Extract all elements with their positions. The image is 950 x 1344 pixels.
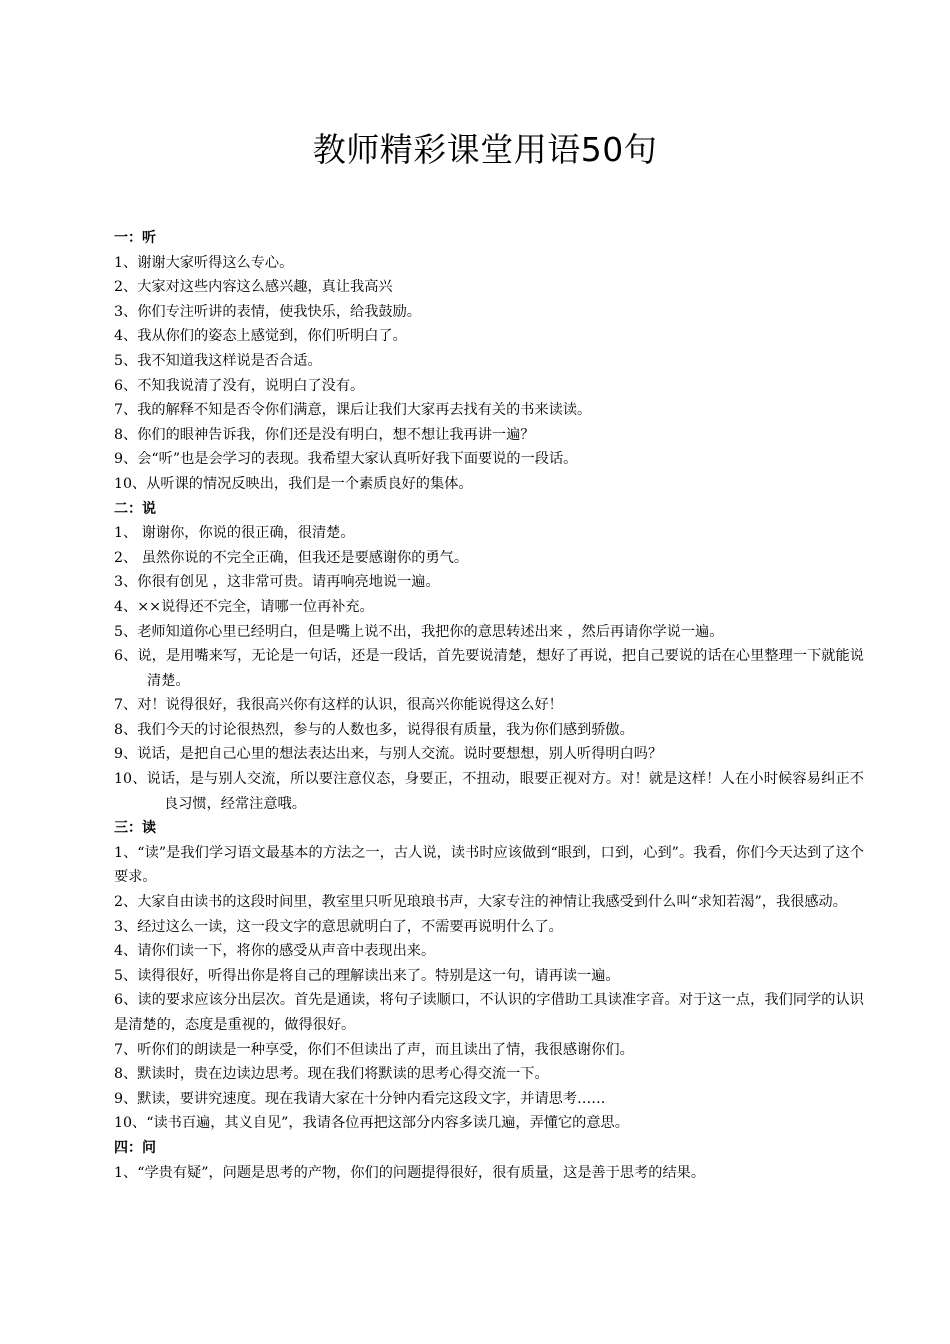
list-item: 8、我们今天的讨论很热烈，参与的人数也多，说得很有质量，我为你们感到骄傲。 [114, 721, 634, 738]
section-heading-ask: 四：问 [114, 1139, 156, 1156]
list-item: 3、经过这么一读，这一段文字的意思就明白了，不需要再说明什么了。 [114, 918, 563, 935]
document-body [114, 226, 864, 1185]
list-item: 8、你们的眼神告诉我，你们还是没有明白，想不想让我再讲一遍？ [114, 426, 535, 443]
section-heading-speak: 二：说 [114, 500, 156, 517]
list-item: 9、会“听”也是会学习的表现。我希望大家认真听好我下面要说的一段话。 [114, 451, 578, 468]
list-item: 10、“读书百遍，其义自见”，我请各位再把这部分内容多读几遍，弄懂它的意思。 [114, 1115, 629, 1132]
list-item: 10、说话，是与别人交流，所以要注意仪态，身要正，不扭动，眼要正视对方。对！就是这样！人在小时候容易纠正不良习惯，经常注意哦。 [114, 771, 864, 812]
list-item: 5、我不知道我这样说是否合适。 [114, 352, 322, 369]
list-item: 7、我的解释不知是否令你们满意，课后让我们大家再去找有关的书来读读。 [114, 402, 592, 419]
document-title: 教师精彩课堂用语50句 [312, 130, 658, 169]
list-item: 1、“读”是我们学习语文最基本的方法之一，古人说，读书时应该做到“眼到，口到，心到”。我看，你们今天达到了这个要求。 [114, 844, 864, 886]
list-item: 5、读得很好，听得出你是将自己的理解读出来了。特别是这一句，请再读一遍。 [114, 967, 620, 984]
list-item: 4、我从你们的姿态上感觉到，你们听明白了。 [114, 328, 407, 345]
list-item: 5、老师知道你心里已经明白，但是嘴上说不出，我把你的意思转述出来 ，然后再请你学说一遍。 [114, 623, 724, 640]
section-heading-listen: 一：听 [114, 230, 156, 246]
list-item: 8、默读时，贵在边读边思考。现在我们将默读的思考心得交流一下。 [114, 1066, 549, 1083]
list-item: 9、说话，是把自己心里的想法表达出来，与别人交流。说时要想想，别人听得明白吗？ [114, 746, 663, 763]
list-item: 4、请你们读一下，将你的感受从声音中表现出来。 [114, 943, 436, 960]
list-item: 9、默读，要讲究速度。现在我请大家在十分钟内看完这段文字，并请思考…… [114, 1090, 606, 1107]
list-item: 6、说，是用嘴来写，无论是一句话，还是一段话，首先要说清楚，想好了再说，把自己要说的话在心里整理一下就能说清楚。 [114, 648, 864, 689]
list-item: 6、读的要求应该分出层次。首先是通读，将句子读顺口，不认识的字借助工具读准字音。对于这一点，我们同学的认识是清楚的，态度是重视的，做得很好。 [114, 992, 864, 1033]
list-item: 10、从听课的情况反映出，我们是一个素质良好的集体。 [114, 475, 473, 492]
list-item: 6、不知我说清了没有，说明白了没有。 [114, 377, 365, 394]
list-item: 1、 谢谢你，你说的很正确，很清楚。 [114, 525, 355, 542]
list-item: 7、对！说得很好，我很高兴你有这样的认识，很高兴你能说得这么好！ [114, 697, 563, 714]
list-item: 3、你们专注听讲的表情，使我快乐，给我鼓励。 [114, 303, 421, 320]
list-item: 3、你很有创见 ，这非常可贵。请再响亮地说一遍。 [114, 574, 440, 591]
list-item: 1、谢谢大家听得这么专心。 [114, 254, 294, 271]
list-item: 7、听你们的朗读是一种享受，你们不但读出了声，而且读出了情，我很感谢你们。 [114, 1041, 634, 1058]
list-item: 1、“学贵有疑”，问题是思考的产物，你们的问题提得很好，很有质量，这是善于思考的结果。 [114, 1164, 706, 1181]
section-heading-read: 三：读 [114, 820, 156, 837]
list-item: 2、大家自由读书的这段时间里，教室里只听见琅琅书声，大家专注的神情让我感受到什么叫“求知若渴”，我很感动。 [114, 894, 847, 911]
list-item: 2、 虽然你说的不完全正确，但我还是要感谢你的勇气。 [114, 549, 469, 566]
list-item: 2、大家对这些内容这么感兴趣，真让我高兴 [114, 279, 393, 296]
list-item: 4、××说得还不完全，请哪一位再补充。 [114, 598, 374, 615]
